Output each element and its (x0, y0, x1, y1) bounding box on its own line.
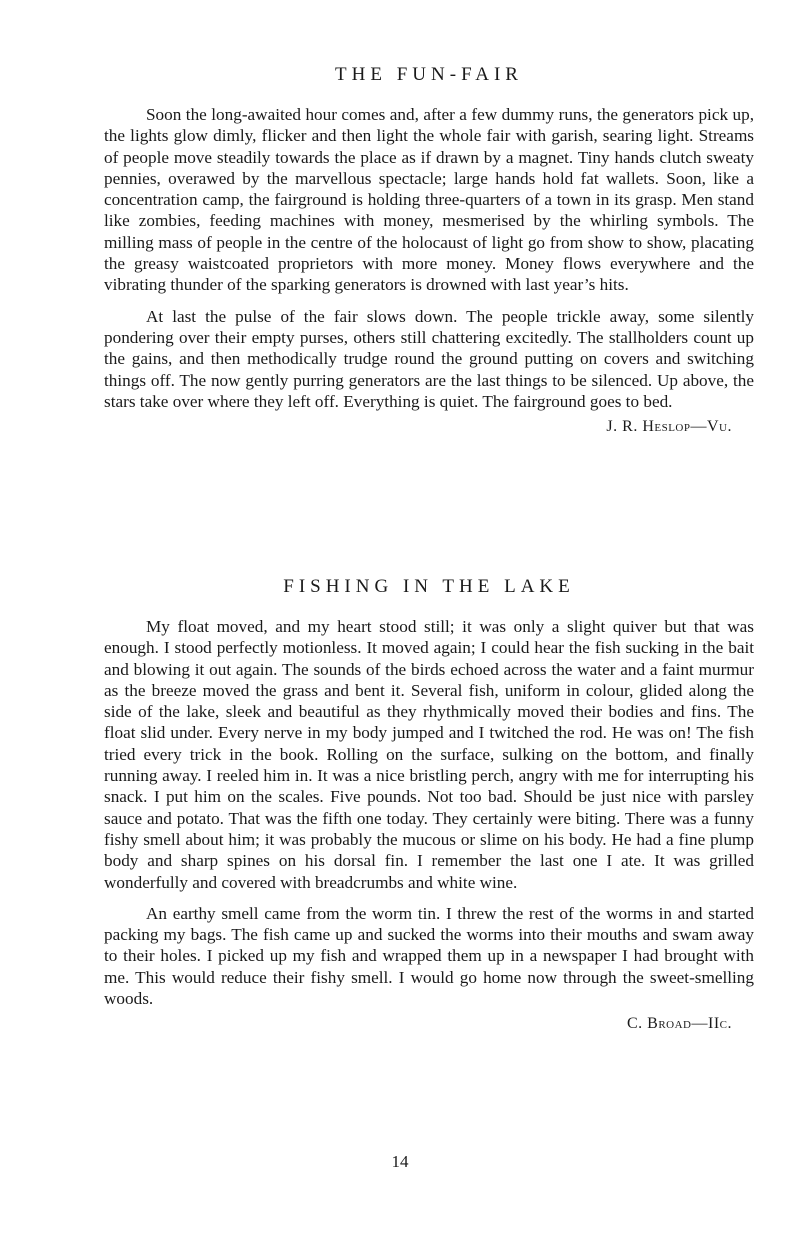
article-fun-fair (104, 64, 754, 436)
article-title: FISHING IN THE LAKE (283, 576, 575, 597)
author-signature: C. Broad—IIc. (626, 1015, 732, 1033)
article-fishing (104, 576, 754, 1033)
author-signature: J. R. Heslop—Vu. (606, 418, 732, 436)
paragraph: Soon the long-awaited hour comes and, after a few dummy runs, the generators pick up, the lights glow dimly, flicker and then light the whole fair with garish, searing light. Streams of people move steadily towards the place as if drawn by a magnet. Tiny hands clutch sweaty pennies, overawed by the marvellous spectacle; large hands hold fat wallets. Soon, like a concentration camp, the fairground is holding three-quarters of a town in its grasp. Men stand like zombies, feeding machines with money, mesmerised by the whirling symbols. The milling mass of people in the centre of the holocaust of light go from show to show, placating the greasy waistcoated proprietors with more money. Money flows everywhere and the vibrating thunder of the sparking generators is drowned with last year’s hits. (104, 105, 754, 295)
paragraph: At last the pulse of the fair slows down. The people trickle away, some silently pondering over their empty purses, others still chattering excitedly. The stallholders count up the gains, and then methodically trudge round the ground putting on covers and switching things off. The now gently purring generators are the last things to be silenced. Up above, the stars take over where they left off. Everything is quiet. The fairground goes to bed. (104, 306, 754, 411)
article-title: THE FUN-FAIR (335, 64, 523, 85)
paragraph: My float moved, and my heart stood still; it was only a slight quiver but that was enough. I stood perfectly motionless. It moved again; I could hear the fish sucking in the bait and blowing it out again. The sounds of the birds echoed across the water and a faint murmur as the breeze moved the grass and bent it. Several fish, uniform in colour, glided along the side of the lake, sleek and beautiful as they rhythmically moved their bodies and fins. The float slid under. Every nerve in my body jumped and I twitched the rod. He was on! The fish tried every trick in the book. Rolling on the surface, sulking on the bottom, and finally running away. I reeled him in. It was a nice bristling perch, angry with me for interrupting his snack. I put him on the scales. Five pounds. Not too bad. Should be just nice with parsley sauce and potato. That was the fifth one today. They certainly were biting. There was a funny fishy smell about him; it was probably the mucous or slime on his body. He had a fine plump body and sharp spines on his dorsal fin. I remember the last one I ate. It was grilled wonderfully and covered with breadcrumbs and white wine. (104, 617, 754, 892)
paragraph: An earthy smell came from the worm tin. I threw the rest of the worms in and started packing my bags. The fish came up and sucked the worms into their mouths and swam away to their holes. I picked up my fish and wrapped them up in a newspaper I had brought with me. This would reduce their fishy smell. I would go home now through the sweet-smelling woods. (104, 903, 754, 1009)
page-number: 14 (391, 1152, 409, 1171)
